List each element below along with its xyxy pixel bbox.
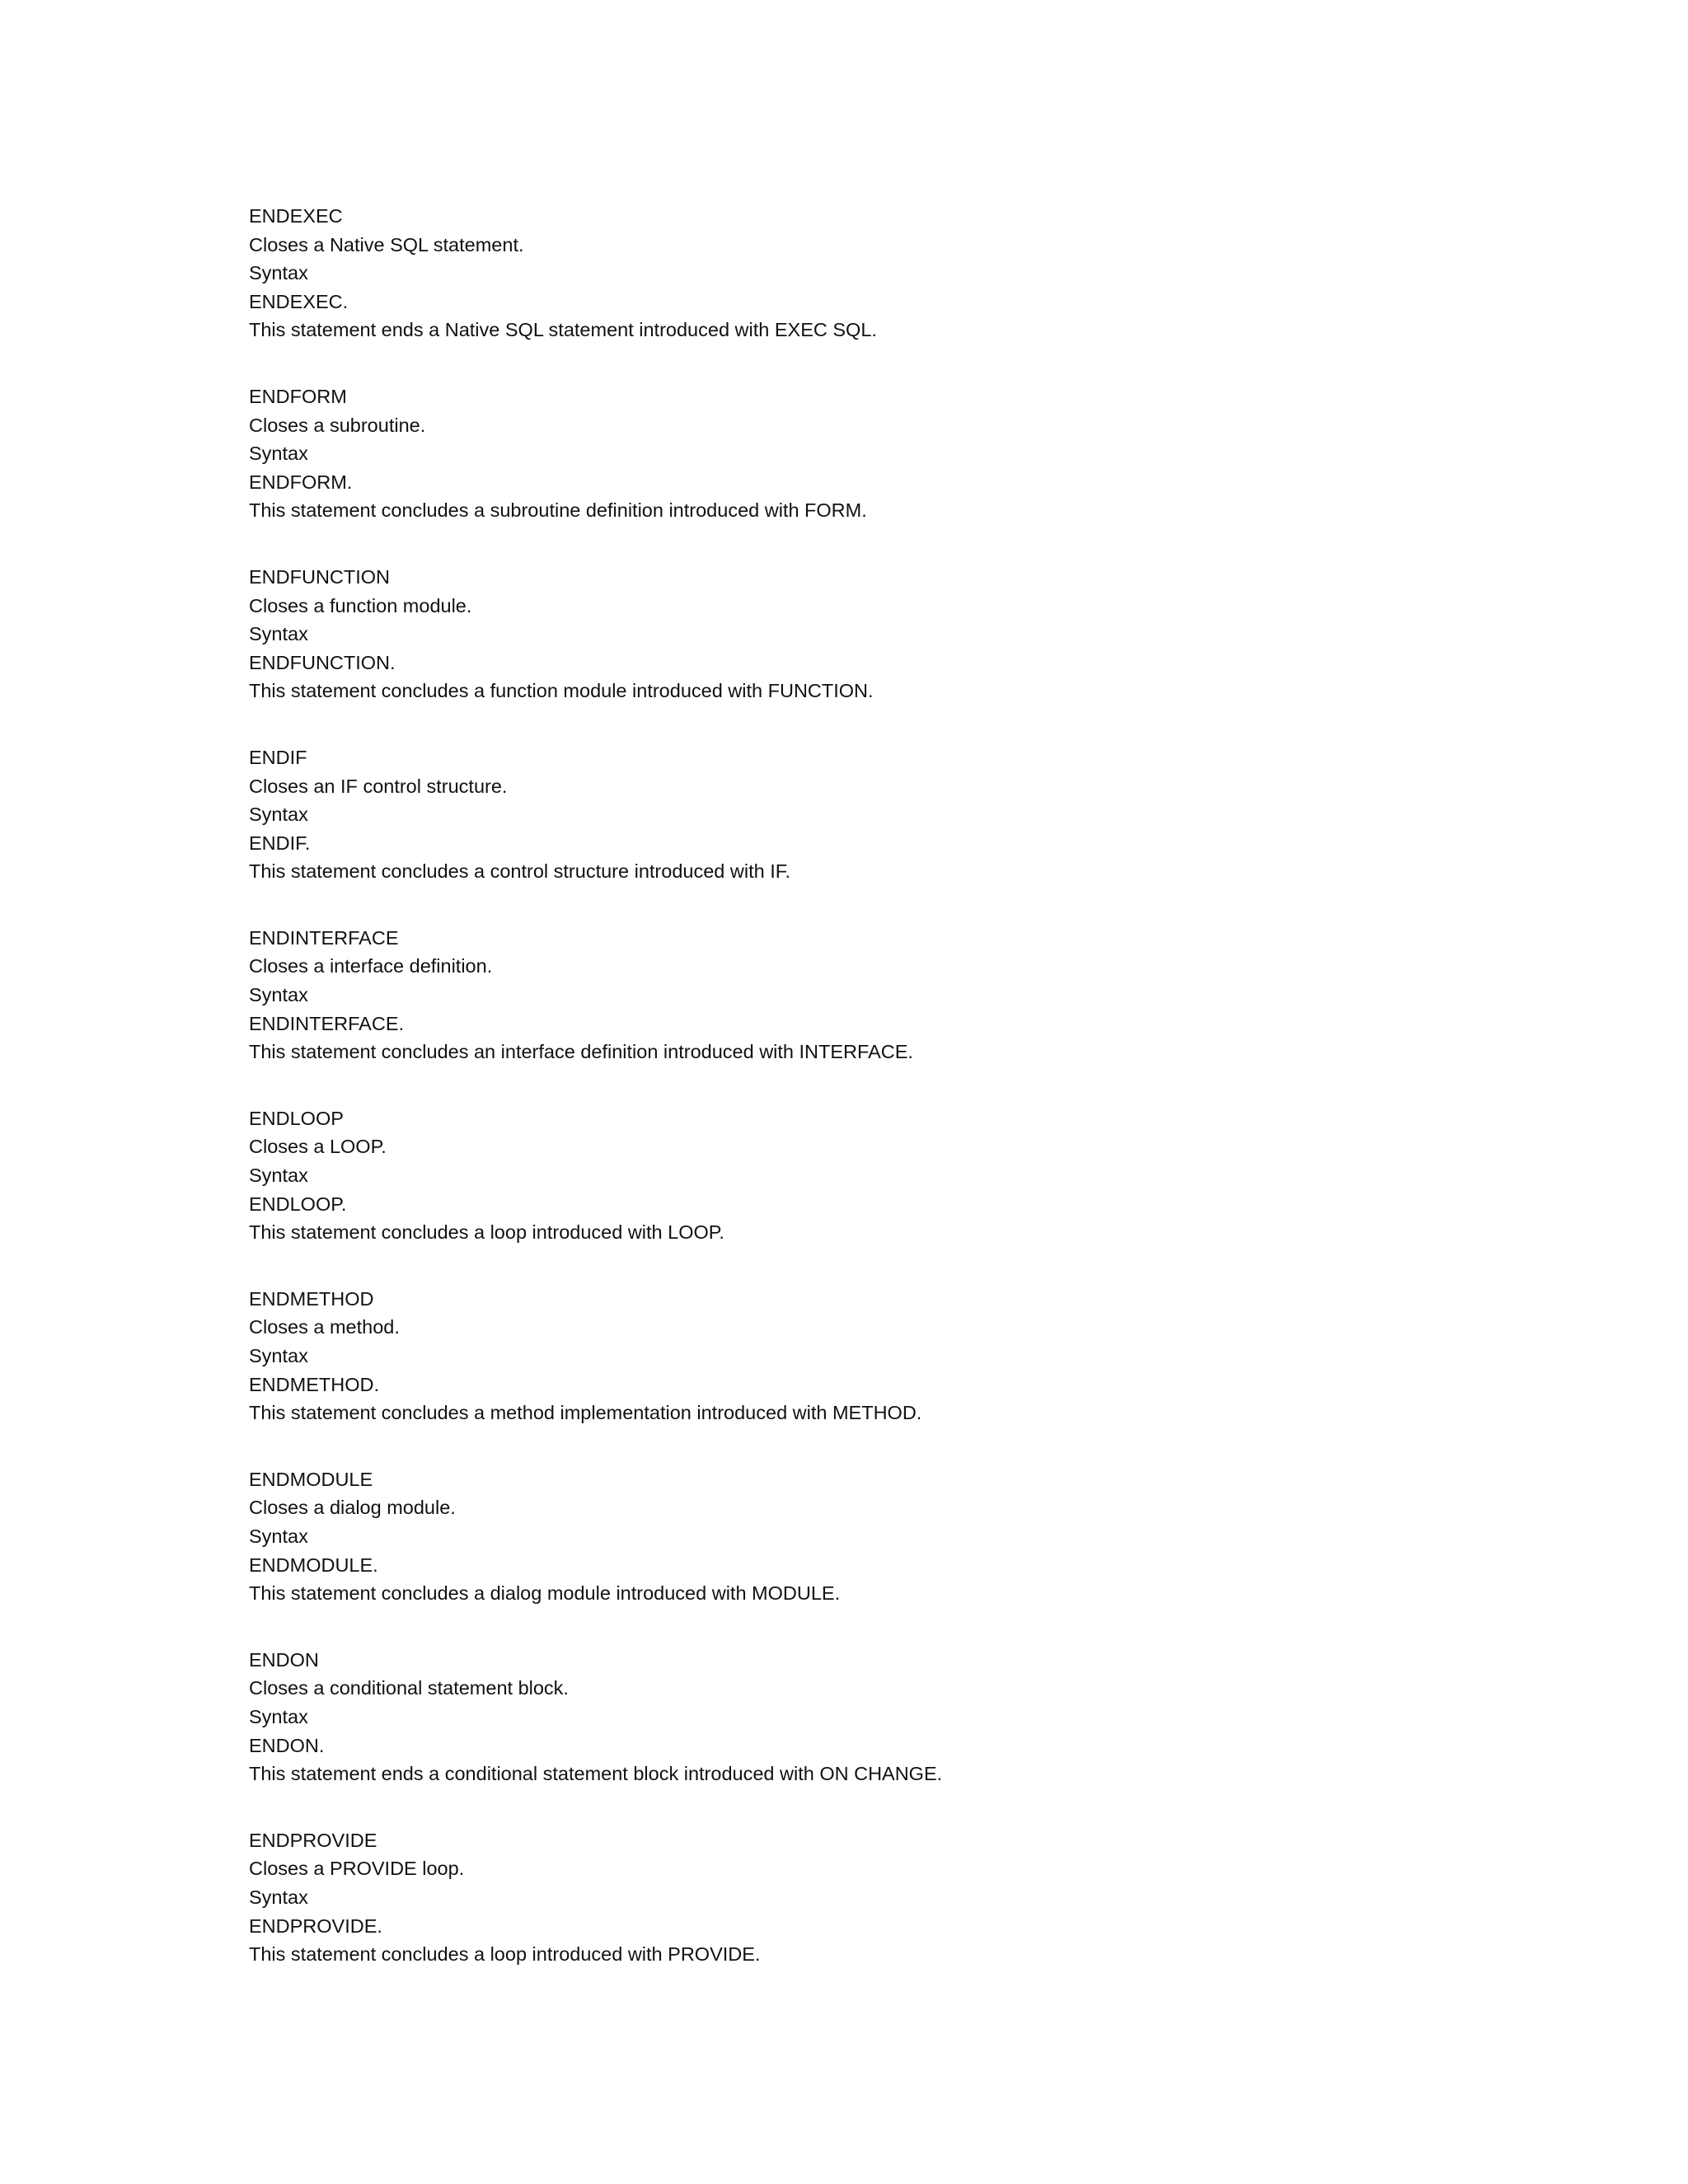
- keyword-description: This statement concludes a dialog module introduced with MODULE.: [249, 1582, 841, 1605]
- keyword-summary: Closes a Native SQL statement.: [249, 233, 524, 255]
- syntax-statement: ENDINTERFACE.: [249, 1012, 405, 1034]
- keyword-heading: ENDINTERFACE: [249, 926, 399, 949]
- entry-endmodule: [249, 1465, 1568, 1608]
- keyword-summary: Closes a dialog module.: [249, 1497, 456, 1519]
- keyword-heading: ENDFORM: [249, 385, 347, 407]
- keyword-heading: ENDEXEC: [249, 205, 343, 227]
- syntax-statement: ENDFUNCTION.: [249, 651, 396, 673]
- syntax-label: Syntax: [249, 1886, 308, 1908]
- keyword-summary: Closes a method.: [249, 1316, 400, 1338]
- syntax-statement: ENDEXEC.: [249, 290, 349, 312]
- entry-endfunction: [249, 563, 1568, 705]
- syntax-label: Syntax: [249, 984, 308, 1006]
- keyword-heading: ENDMODULE: [249, 1468, 373, 1490]
- keyword-description: This statement ends a Native SQL statement introduced with EXEC SQL.: [249, 319, 877, 341]
- keyword-heading: ENDPROVIDE: [249, 1829, 377, 1851]
- syntax-label: Syntax: [249, 1345, 308, 1366]
- entry-endloop: [249, 1104, 1568, 1247]
- keyword-description: This statement concludes a loop introduced with PROVIDE.: [249, 1943, 761, 1966]
- keyword-summary: Closes a function module.: [249, 594, 472, 616]
- syntax-statement: ENDMODULE.: [249, 1554, 378, 1576]
- keyword-description: This statement concludes a subroutine definition introduced with FORM.: [249, 499, 867, 522]
- keyword-summary: Closes an IF control structure.: [249, 775, 508, 797]
- keyword-summary: Closes a subroutine.: [249, 414, 426, 436]
- keyword-description: This statement concludes a loop introduced with LOOP.: [249, 1221, 724, 1244]
- entry-endexec: [249, 202, 1568, 344]
- keyword-heading: ENDMETHOD: [249, 1287, 374, 1310]
- syntax-statement: ENDLOOP.: [249, 1193, 347, 1215]
- keyword-description: This statement concludes a method implementation introduced with METHOD.: [249, 1402, 922, 1424]
- syntax-statement: ENDMETHOD.: [249, 1373, 379, 1395]
- keyword-heading: ENDON: [249, 1648, 319, 1671]
- keyword-description: This statement concludes a control structure introduced with IF.: [249, 860, 791, 883]
- syntax-label: Syntax: [249, 262, 308, 284]
- syntax-statement: ENDPROVIDE.: [249, 1915, 382, 1937]
- keyword-summary: Closes a PROVIDE loop.: [249, 1858, 465, 1880]
- keyword-summary: Closes a LOOP.: [249, 1136, 387, 1158]
- syntax-label: Syntax: [249, 1525, 308, 1547]
- keyword-description: This statement concludes a function module introduced with FUNCTION.: [249, 680, 874, 702]
- syntax-label: Syntax: [249, 623, 308, 645]
- keyword-summary: Closes a conditional statement block.: [249, 1677, 569, 1699]
- entry-endform: [249, 382, 1568, 525]
- syntax-label: Syntax: [249, 443, 308, 465]
- syntax-label: Syntax: [249, 1705, 308, 1727]
- entry-endinterface: [249, 924, 1568, 1066]
- entry-endif: [249, 743, 1568, 886]
- keyword-heading: ENDLOOP: [249, 1107, 344, 1129]
- keyword-heading: ENDIF: [249, 746, 307, 768]
- syntax-statement: ENDFORM.: [249, 471, 353, 493]
- keyword-summary: Closes a interface definition.: [249, 955, 493, 977]
- syntax-label: Syntax: [249, 1165, 308, 1187]
- syntax-statement: ENDON.: [249, 1734, 325, 1756]
- document-page: [249, 202, 1568, 2007]
- entry-endon: [249, 1646, 1568, 1788]
- keyword-description: This statement ends a conditional statement block introduced with ON CHANGE.: [249, 1763, 943, 1785]
- entry-endmethod: [249, 1285, 1568, 1427]
- syntax-label: Syntax: [249, 804, 308, 826]
- keyword-description: This statement concludes an interface definition introduced with INTERFACE.: [249, 1041, 913, 1063]
- entry-endprovide: [249, 1826, 1568, 1969]
- syntax-statement: ENDIF.: [249, 832, 311, 854]
- keyword-heading: ENDFUNCTION: [249, 565, 391, 588]
